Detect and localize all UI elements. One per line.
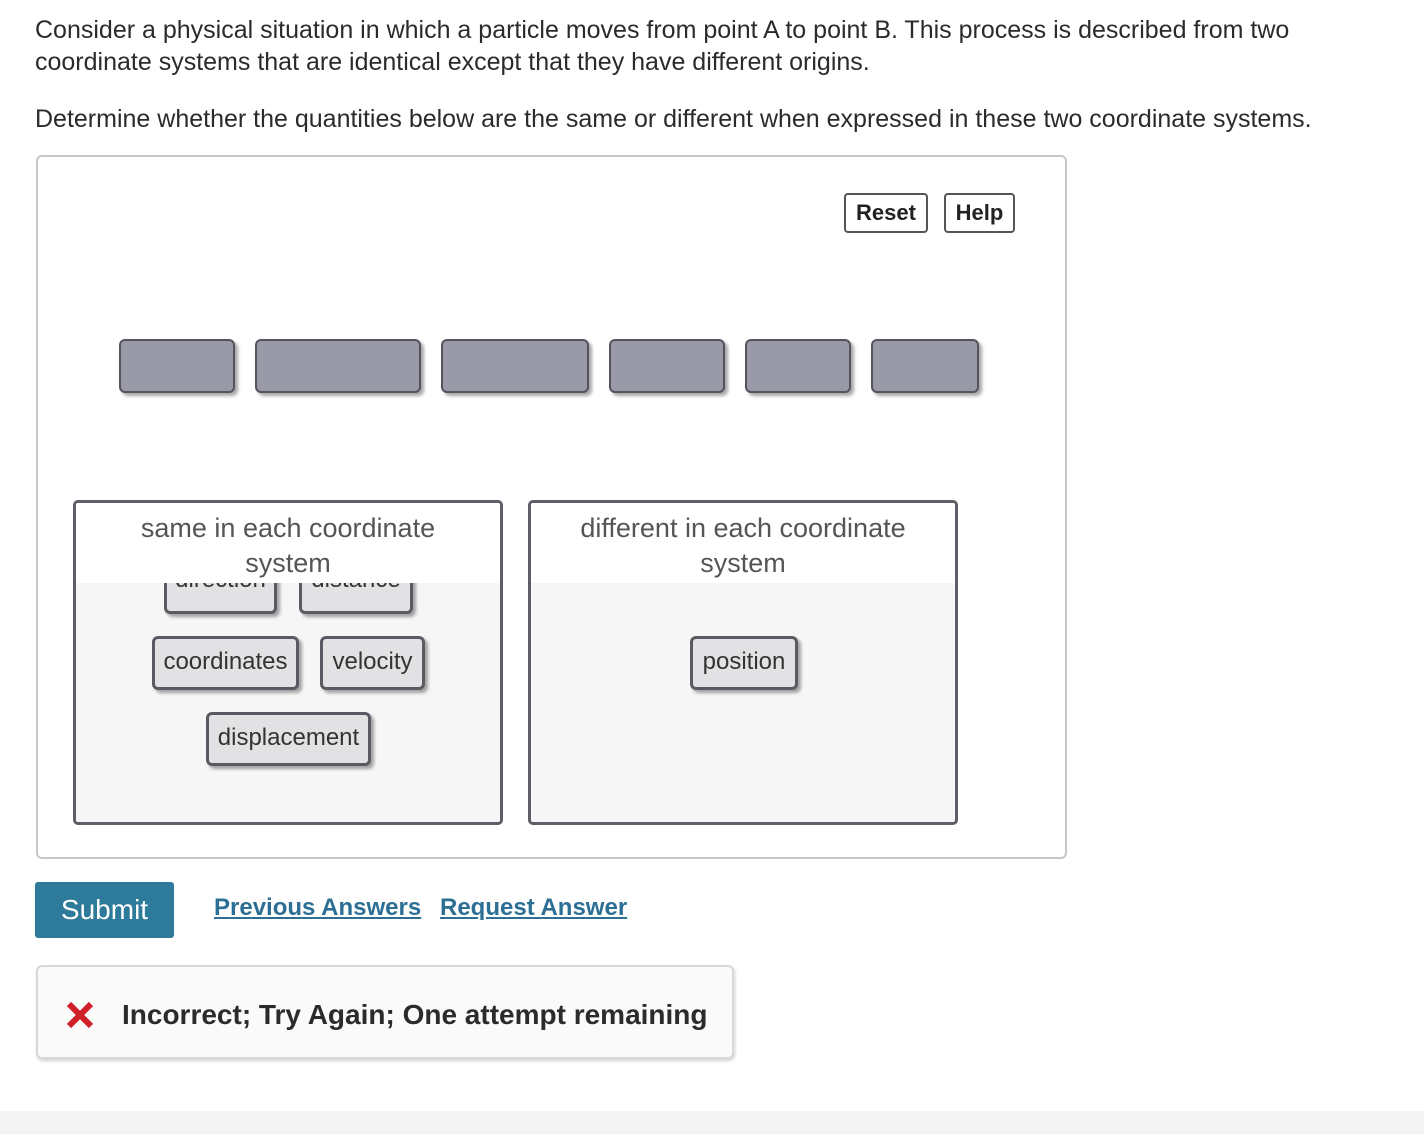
- empty-slot[interactable]: [119, 339, 235, 393]
- submit-button[interactable]: Submit: [35, 882, 174, 938]
- feedback-message: Incorrect; Try Again; One attempt remaining: [122, 999, 708, 1030]
- zone-title-same: same in each coordinate system: [140, 513, 436, 578]
- drag-drop-workspace: [36, 155, 1067, 859]
- feedback-panel: [36, 965, 734, 1059]
- x-icon: [64, 999, 96, 1031]
- instruction-text: Determine whether the quantities below are the same or different when expressed in these two coordinate systems.: [35, 105, 1312, 133]
- drop-zone-different[interactable]: [528, 500, 958, 825]
- previous-answers-link[interactable]: Previous Answers: [214, 894, 422, 921]
- drop-zone-same[interactable]: [73, 500, 503, 825]
- footer-bar: [0, 1111, 1424, 1134]
- chip-velocity[interactable]: velocity: [320, 636, 425, 690]
- zone-title-different: different in each coordinate system: [580, 513, 906, 578]
- empty-slot[interactable]: [745, 339, 851, 393]
- chip-coordinates[interactable]: coordinates: [152, 636, 299, 690]
- chip-displacement[interactable]: displacement: [206, 712, 371, 766]
- request-answer-link[interactable]: Request Answer: [440, 894, 628, 921]
- help-button[interactable]: Help: [944, 193, 1015, 233]
- empty-slot[interactable]: [255, 339, 421, 393]
- empty-slot[interactable]: [441, 339, 589, 393]
- empty-slot[interactable]: [871, 339, 979, 393]
- reset-button[interactable]: Reset: [844, 193, 928, 233]
- empty-slot[interactable]: [609, 339, 725, 393]
- chip-position[interactable]: position: [690, 636, 798, 690]
- question-text: Consider a physical situation in which a particle moves from point A to point B. This process is described from two coordinate systems that are identical except that they have different origins.: [35, 16, 1290, 76]
